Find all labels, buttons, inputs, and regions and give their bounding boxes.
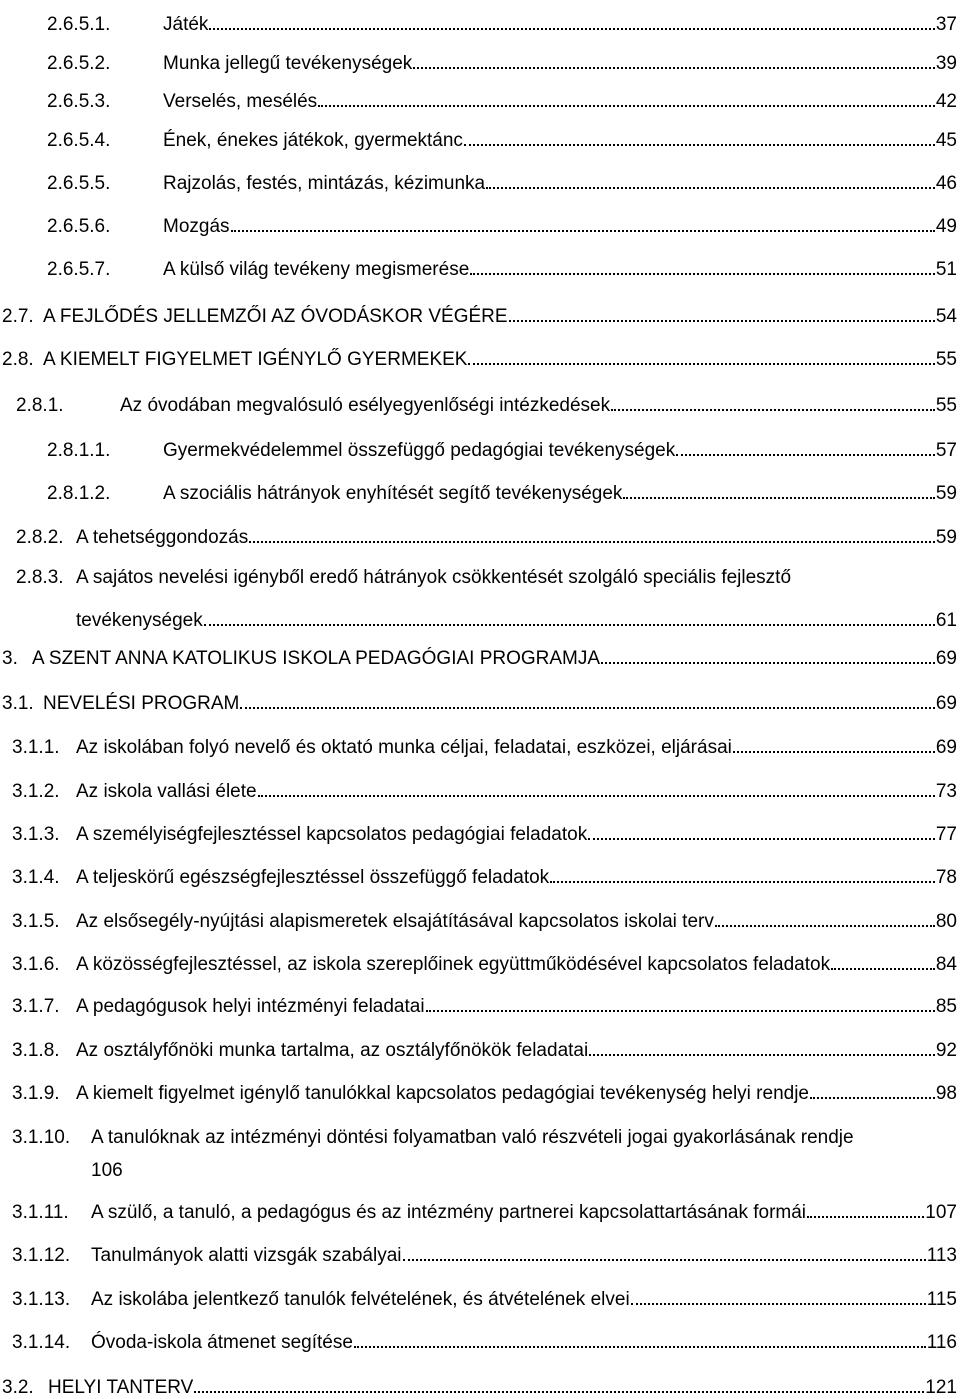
toc-entry-page-number: 46 bbox=[935, 173, 957, 194]
toc-dot-leader bbox=[807, 1215, 924, 1218]
toc-dot-leader bbox=[810, 1096, 935, 1099]
toc-entry-page-number: 116 bbox=[926, 1332, 957, 1353]
toc-entry-number: 3.1.5. bbox=[12, 911, 60, 932]
toc-entry-page-number: 121 bbox=[925, 1377, 957, 1398]
toc-dot-leader bbox=[318, 104, 935, 107]
toc-entry-title: A közösségfejlesztéssel, az iskola szereplőinek együttműködésével kapcsolatos feladatok bbox=[76, 954, 831, 975]
toc-entry-title-line1: A sajátos nevelési igényből eredő hátrányok csökkentését szolgáló speciális fejlesztő bbox=[76, 567, 792, 588]
toc-entry-number: 2.6.5.7. bbox=[47, 259, 111, 280]
toc-entry-page-number: 37 bbox=[935, 14, 957, 35]
toc-entry-number: 2.8.1.1. bbox=[47, 440, 111, 461]
toc-entry-number: 3.1.11. bbox=[12, 1202, 69, 1223]
toc-entry-page-number: 45 bbox=[935, 130, 957, 151]
toc-entry-number: 3.2. bbox=[2, 1377, 34, 1398]
toc-dot-leader bbox=[623, 496, 934, 499]
toc-entry-page-number: 107 bbox=[925, 1202, 957, 1223]
toc-entry-page-number: 55 bbox=[935, 395, 957, 416]
toc-entry-title: Az iskolába jelentkező tanulók felvételének, és átvételének elvei bbox=[91, 1289, 630, 1310]
toc-entry-page-number: 78 bbox=[935, 867, 957, 888]
toc-entry-page-number: 92 bbox=[935, 1040, 957, 1061]
toc-entry-number: 2.8. bbox=[2, 349, 34, 370]
toc-entry-page-number: 84 bbox=[935, 954, 957, 975]
toc-dot-leader bbox=[486, 186, 935, 189]
toc-entry-title: Tanulmányok alatti vizsgák szabályai bbox=[91, 1245, 402, 1266]
toc-entry-number: 2.6.5.2. bbox=[47, 53, 111, 74]
toc-entry-title: Munka jellegű tevékenységek bbox=[163, 53, 413, 74]
toc-entry-title: HELYI TANTERV bbox=[48, 1377, 194, 1398]
toc-dot-leader bbox=[715, 924, 935, 927]
toc-dot-leader bbox=[589, 1053, 935, 1056]
toc-entry-title: A személyiségfejlesztéssel kapcsolatos pedagógiai feladatok bbox=[76, 824, 588, 845]
toc-entry-title: Az iskola vallási élete bbox=[76, 781, 257, 802]
toc-dot-leader bbox=[601, 661, 935, 664]
toc-dot-leader bbox=[403, 1258, 926, 1261]
toc-entry-number: 3.1.8. bbox=[12, 1040, 60, 1061]
toc-dot-leader bbox=[258, 794, 935, 797]
toc-entry-title: A kiemelt figyelmet igénylő tanulókkal kapcsolatos pedagógiai tevékenység helyi rendje bbox=[76, 1083, 809, 1104]
toc-entry-number: 2.7. bbox=[2, 306, 34, 327]
toc-entry-title: Gyermekvédelemmel összefüggő pedagógiai tevékenységek bbox=[163, 440, 676, 461]
toc-dot-leader bbox=[464, 143, 935, 146]
toc-entry-title-line1: A tanulóknak az intézményi döntési folyamatban való részvételi jogai gyakorlásának rendje bbox=[91, 1127, 854, 1148]
toc-entry-number: 3.1.3. bbox=[12, 824, 60, 845]
toc-dot-leader bbox=[240, 706, 934, 709]
toc-entry-title: Az iskolában folyó nevelő és oktató munka céljai, feladatai, eszközei, eljárásai bbox=[76, 737, 732, 758]
toc-entry-number: 2.8.1.2. bbox=[47, 483, 111, 504]
toc-dot-leader bbox=[231, 229, 935, 232]
toc-dot-leader bbox=[588, 837, 935, 840]
toc-entry-page-number: 61 bbox=[935, 610, 957, 631]
toc-entry-number: 2.6.5.5. bbox=[47, 173, 111, 194]
toc-dot-leader bbox=[631, 1302, 926, 1305]
toc-dot-leader bbox=[676, 453, 935, 456]
toc-entry-number: 3. bbox=[2, 648, 18, 669]
toc-entry-page-number: 69 bbox=[935, 737, 957, 758]
toc-dot-leader bbox=[831, 967, 935, 970]
toc-entry-page-number: 55 bbox=[935, 349, 957, 370]
toc-dot-leader bbox=[209, 27, 934, 30]
toc-entry-number: 2.6.5.4. bbox=[47, 130, 111, 151]
toc-entry-number: 3.1.1. bbox=[12, 737, 60, 758]
toc-dot-leader bbox=[470, 272, 935, 275]
toc-entry-page-number: 49 bbox=[935, 216, 957, 237]
toc-dot-leader bbox=[249, 540, 935, 543]
toc-entry-title: A FEJLŐDÉS JELLEMZŐI AZ ÓVODÁSKOR VÉGÉRE bbox=[43, 306, 508, 327]
toc-entry-number: 2.8.3. bbox=[16, 567, 64, 588]
toc-entry-number: 3.1.14. bbox=[12, 1332, 71, 1353]
toc-entry-title: Óvoda-iskola átmenet segítése bbox=[91, 1332, 353, 1353]
toc-dot-leader bbox=[204, 623, 935, 626]
toc-entry-page-number: 80 bbox=[935, 911, 957, 932]
toc-dot-leader bbox=[733, 750, 935, 753]
toc-entry-title: Játék bbox=[163, 14, 209, 35]
toc-entry-title: Az osztályfőnöki munka tartalma, az osztályfőnökök feladatai bbox=[76, 1040, 589, 1061]
toc-entry-page-number: 57 bbox=[935, 440, 957, 461]
toc-entry-title: A külső világ tevékeny megismerése bbox=[163, 259, 470, 280]
toc-entry-page-number: 98 bbox=[935, 1083, 957, 1104]
toc-entry-title: A KIEMELT FIGYELMET IGÉNYLŐ GYERMEKEK bbox=[43, 349, 468, 370]
toc-entry-title: A teljeskörű egészségfejlesztéssel összefüggő feladatok bbox=[76, 867, 550, 888]
toc-entry-page-number: 115 bbox=[926, 1289, 957, 1310]
toc-dot-leader bbox=[550, 880, 935, 883]
toc-entry-number: 3.1.7. bbox=[12, 996, 60, 1017]
toc-entry-title: A szociális hátrányok enyhítését segítő tevékenységek bbox=[163, 483, 623, 504]
toc-entry-page-number: 59 bbox=[935, 483, 957, 504]
toc-dot-leader bbox=[468, 362, 934, 365]
toc-entry-number: 2.6.5.3. bbox=[47, 91, 111, 112]
toc-entry-number: 2.6.5.6. bbox=[47, 216, 111, 237]
toc-entry-title: Az óvodában megvalósuló esélyegyenlőségi intézkedések bbox=[120, 395, 611, 416]
toc-entry-title: A pedagógusok helyi intézményi feladatai bbox=[76, 996, 425, 1017]
toc-dot-leader bbox=[354, 1345, 926, 1348]
toc-entry-number: 3.1.2. bbox=[12, 781, 60, 802]
toc-entry-page-number: 77 bbox=[935, 824, 957, 845]
toc-entry-number: 3.1.10. bbox=[12, 1127, 71, 1148]
toc-entry-title: A szülő, a tanuló, a pedagógus és az intézmény partnerei kapcsolattartásának formái bbox=[91, 1202, 807, 1223]
toc-entry-number: 3.1. bbox=[2, 693, 34, 714]
toc-dot-leader bbox=[611, 408, 935, 411]
toc-entry-page-number: 54 bbox=[935, 306, 957, 327]
toc-entry-page-number: 59 bbox=[935, 527, 957, 548]
toc-entry-number: 3.1.4. bbox=[12, 867, 60, 888]
toc-entry-number: 2.8.1. bbox=[16, 395, 64, 416]
toc-entry-number: 2.6.5.1. bbox=[47, 14, 111, 35]
toc-entry-title: A tehetséggondozás bbox=[76, 527, 249, 548]
toc-entry-title: Ének, énekes játékok, gyermektánc bbox=[163, 130, 463, 151]
toc-entry-title: Az elsősegély-nyújtási alapismeretek elsajátításával kapcsolatos iskolai terv bbox=[76, 911, 714, 932]
toc-dot-leader bbox=[426, 1009, 935, 1012]
toc-entry-page-number: 85 bbox=[935, 996, 957, 1017]
toc-entry-title: Verselés, mesélés bbox=[163, 91, 318, 112]
toc-dot-leader bbox=[413, 66, 935, 69]
toc-entry-number: 3.1.13. bbox=[12, 1289, 71, 1310]
toc-entry-title: 106 bbox=[91, 1160, 123, 1181]
toc-entry-number: 2.8.2. bbox=[16, 527, 64, 548]
toc-entry-page-number: 73 bbox=[935, 781, 957, 802]
toc-entry-page-number: 113 bbox=[926, 1245, 957, 1266]
toc-entry-title: Rajzolás, festés, mintázás, kézimunka bbox=[163, 173, 486, 194]
toc-entry-number: 3.1.9. bbox=[12, 1083, 60, 1104]
toc-dot-leader bbox=[509, 319, 935, 322]
toc-entry-title: A SZENT ANNA KATOLIKUS ISKOLA PEDAGÓGIAI PROGRAMJA bbox=[32, 648, 601, 669]
toc-entry-page-number: 39 bbox=[935, 53, 957, 74]
toc-entry-page-number: 51 bbox=[935, 259, 957, 280]
toc-entry-title: tevékenységek bbox=[76, 610, 203, 631]
toc-entry-page-number: 42 bbox=[935, 91, 957, 112]
toc-entry-title: Mozgás bbox=[163, 216, 230, 237]
toc-entry-number: 3.1.12. bbox=[12, 1245, 71, 1266]
toc-dot-leader bbox=[194, 1390, 924, 1393]
toc-entry-page-number: 69 bbox=[935, 648, 957, 669]
toc-entry-title: NEVELÉSI PROGRAM bbox=[43, 693, 240, 714]
toc-entry-number: 3.1.6. bbox=[12, 954, 60, 975]
toc-entry-page-number: 69 bbox=[935, 693, 957, 714]
